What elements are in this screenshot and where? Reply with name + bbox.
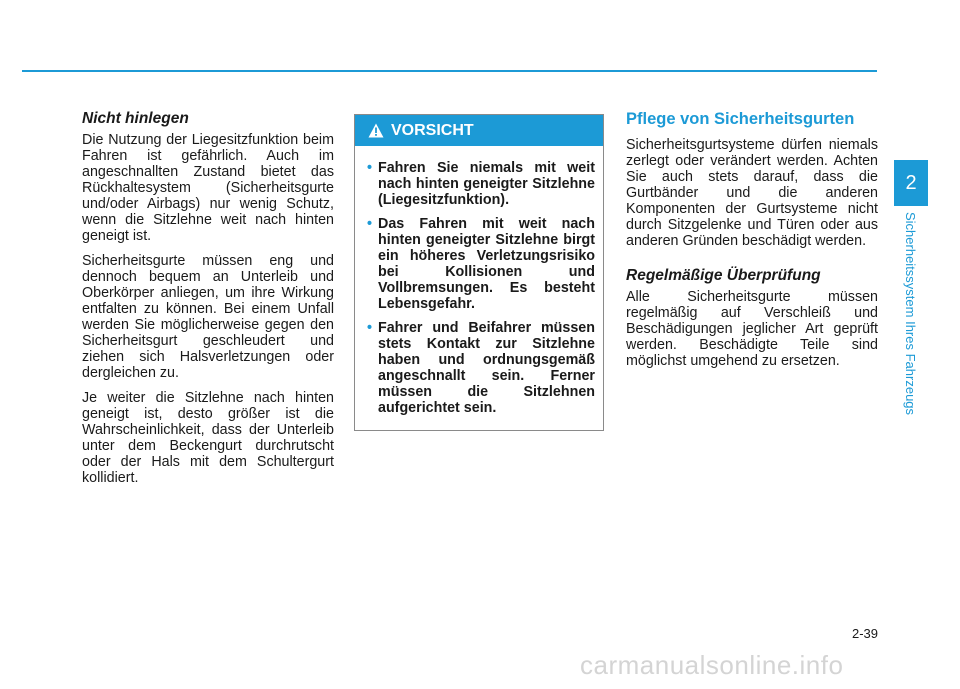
caution-item: • Fahren Sie niemals mit weit nach hinten geneigter Sitzlehne (Liegesitzfunktion). bbox=[367, 160, 595, 208]
bullet-icon: • bbox=[367, 216, 373, 232]
caution-item: • Fahrer und Beifahrer müssen stets Kontakt zur Sitzlehne haben und ordnungsgemäß angeschnallt sein. Ferner müssen die Sitzlehnen aufgerichtet sein. bbox=[367, 320, 595, 416]
section-heading-pflege: Pflege von Sicherheitsgurten bbox=[626, 110, 855, 128]
body-paragraph: Sicherheitsgurte müssen eng und dennoch bequem an Unterleib und Oberkörper anliegen, um ihre Wirkung entfalten zu können. Bei einem Unfall werden Sie möglicherweise gegen den Sicherheitsgurt geschleudert und ziehen sich Halsverletzungen oder dergleichen zu. bbox=[82, 253, 334, 381]
body-paragraph: Sicherheitsgurtsysteme dürfen niemals zerlegt oder verändert werden. Achten Sie auch stets darauf, dass die Gurtbänder und die anderen Komponenten der Gurtsysteme nicht durch Sitzgelenke und Türen oder aus anderen Gründen beschädigt werden. bbox=[626, 137, 878, 249]
watermark: carmanualsonline.info bbox=[580, 650, 844, 680]
body-paragraph: Alle Sicherheitsgurte müssen regelmäßig auf Verschleiß und Beschädigungen jeglicher Art geprüft werden. Beschädigte Teile sind möglichst umgehend zu ersetzen. bbox=[626, 289, 878, 369]
chapter-label bbox=[902, 212, 922, 430]
warning-triangle-icon bbox=[368, 123, 384, 138]
body-paragraph: Die Nutzung der Liegesitzfunktion beim Fahren ist gefährlich. Auch im angeschnallten Zustand bietet das Rückhaltesystem (Sicherheitsgurte und/oder Airbags) nur wenig Schutz, wenn die Sitzlehne weit nach hinten geneigt ist. bbox=[82, 132, 334, 244]
right-column bbox=[626, 110, 878, 378]
chapter-label-text: Sicherheitssystem Ihres Fahrzeugs bbox=[903, 212, 918, 416]
caution-box bbox=[354, 114, 604, 431]
section-heading-ueberpruefung: Regelmäßige Überprüfung bbox=[626, 267, 821, 284]
section-heading-nicht-hinlegen: Nicht hinlegen bbox=[82, 110, 189, 127]
top-rule bbox=[22, 70, 877, 72]
bullet-icon: • bbox=[367, 320, 373, 336]
body-paragraph: Je weiter die Sitzlehne nach hinten geneigt ist, desto größer ist die Wahrscheinlichkeit, dass der Unterleib unter dem Beckengurt durchrutscht oder der Hals mit dem Schultergurt kollidiert. bbox=[82, 390, 334, 486]
bullet-icon: • bbox=[367, 160, 373, 176]
page-number: 2-39 bbox=[851, 626, 878, 641]
caution-item: • Das Fahren mit weit nach hinten geneigter Sitzlehne birgt ein höheres Verletzungsrisiko bei Kollisionen und Vollbremsungen. Es besteht Lebensgefahr. bbox=[367, 216, 595, 312]
left-column bbox=[82, 110, 334, 495]
caution-header bbox=[355, 115, 603, 146]
caution-title: VORSICHT bbox=[391, 121, 474, 139]
caution-list bbox=[355, 146, 603, 416]
chapter-tab: 2 bbox=[894, 160, 928, 206]
